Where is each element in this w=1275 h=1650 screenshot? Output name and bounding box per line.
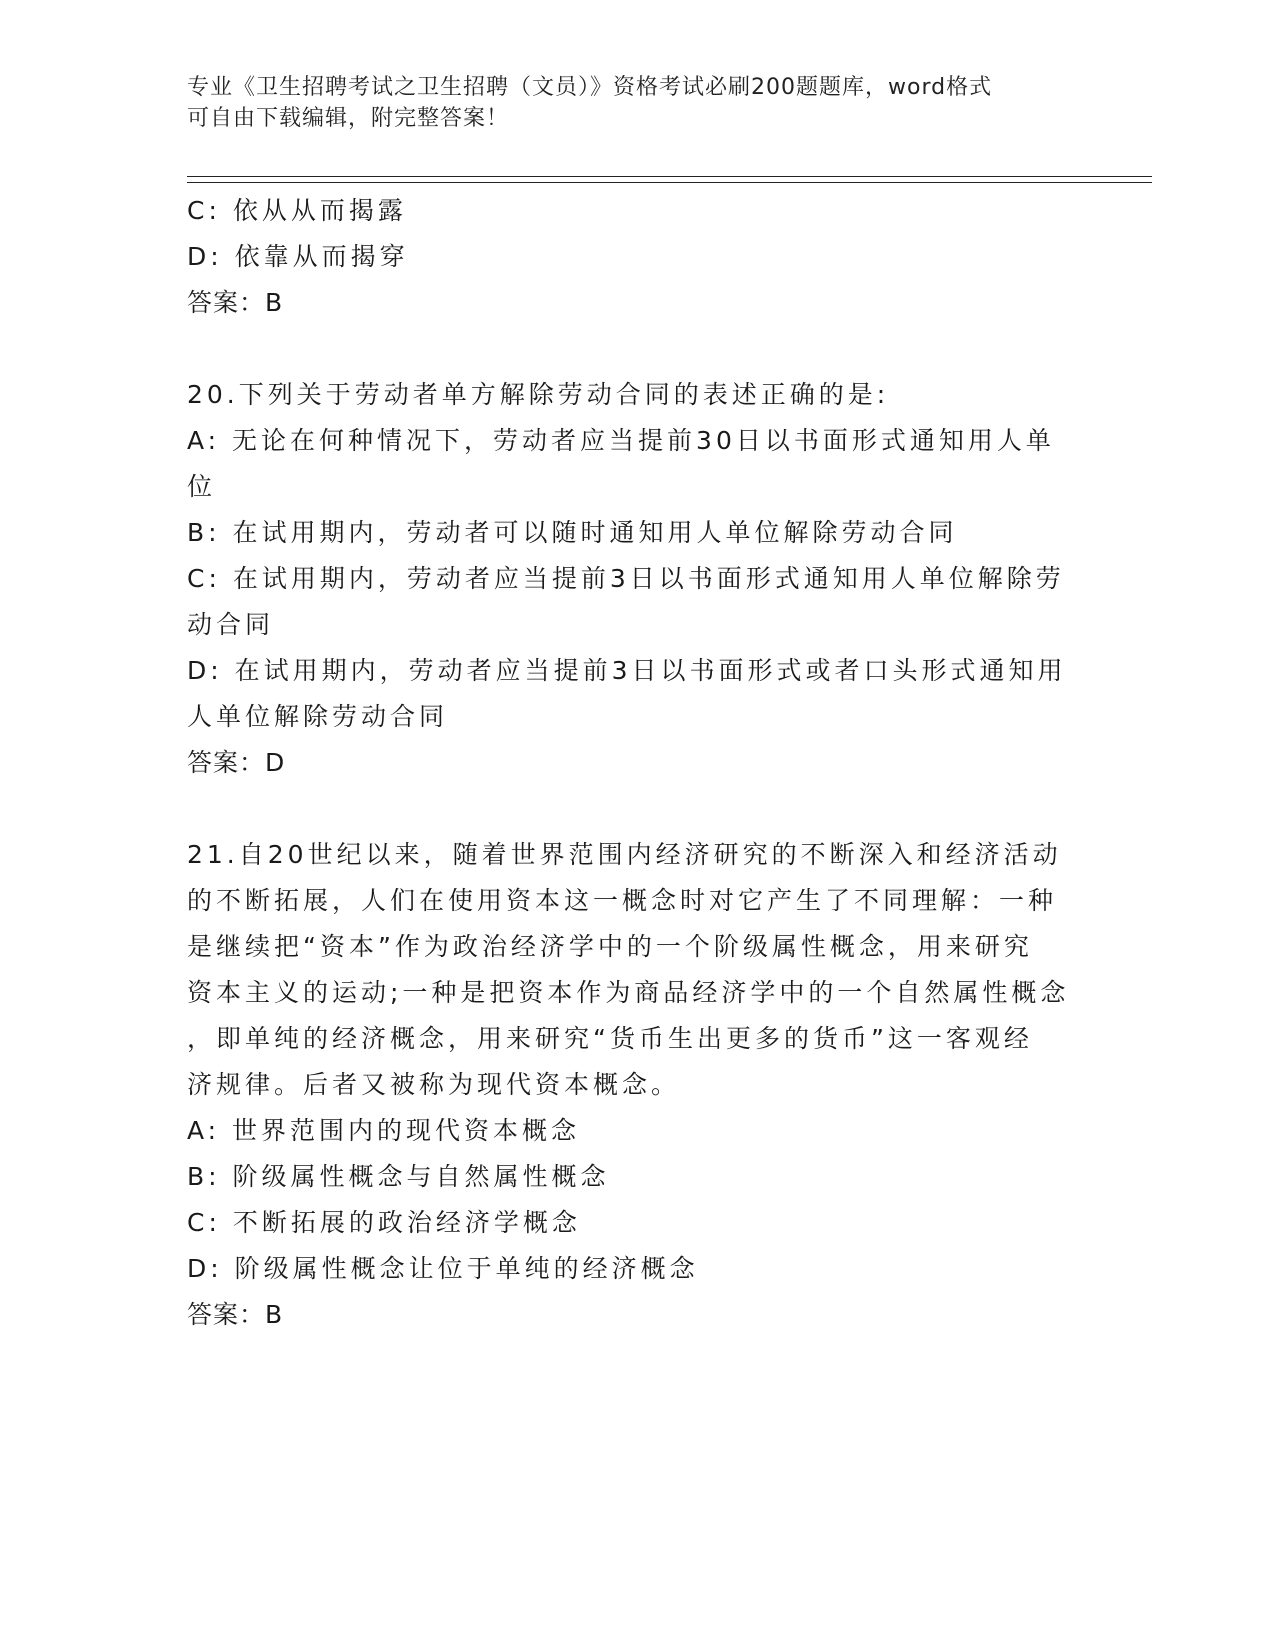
question-stem: 21.自20世纪以来，随着世界范围内经济研究的不断深入和经济活动 — [187, 840, 1062, 869]
question-stem-continued: 是继续把“资本”作为政治经济学中的一个阶级属性概念，用来研究 — [187, 932, 1033, 961]
answer: 答案：B — [187, 1300, 284, 1329]
answer: 答案：B — [187, 288, 284, 317]
option-a: A: 世界范围内的现代资本概念 — [187, 1116, 581, 1145]
option-a-continued: 位 — [187, 472, 217, 501]
option-b: B: 阶级属性概念与自然属性概念 — [187, 1162, 610, 1191]
header-divider — [187, 176, 1152, 183]
question-stem-continued: 资本主义的运动;一种是把资本作为商品经济学中的一个自然属性概念 — [187, 978, 1070, 1007]
option-c-continued: 动合同 — [187, 610, 275, 639]
option-d-continued: 人单位解除劳动合同 — [187, 702, 449, 731]
spacer — [187, 786, 1087, 832]
document-body — [187, 188, 1087, 1338]
question-19-tail — [187, 188, 1087, 326]
option-c: C: 不断拓展的政治经济学概念 — [187, 1208, 581, 1237]
answer: 答案：D — [187, 748, 286, 777]
question-stem-continued: 济规律。后者又被称为现代资本概念。 — [187, 1070, 681, 1099]
option-c: C: 依从从而揭露 — [187, 196, 407, 225]
page-header — [187, 72, 1067, 134]
question-stem: 20.下列关于劳动者单方解除劳动合同的表述正确的是: — [187, 380, 890, 409]
option-a: A: 无论在何种情况下，劳动者应当提前30日以书面形式通知用人单 — [187, 426, 1055, 455]
question-stem-continued: ，即单纯的经济概念，用来研究“货币生出更多的货币”这一客观经 — [187, 1024, 1033, 1053]
option-b: B: 在试用期内，劳动者可以随时通知用人单位解除劳动合同 — [187, 518, 958, 547]
question-20 — [187, 372, 1087, 786]
header-line-1: 专业《卫生招聘考试之卫生招聘（文员）》资格考试必刷200题题库，word格式 — [187, 75, 993, 100]
spacer — [187, 326, 1087, 372]
option-d: D: 阶级属性概念让位于单纯的经济概念 — [187, 1254, 699, 1283]
option-d: D: 依靠从而揭穿 — [187, 242, 409, 271]
header-line-2: 可自由下载编辑，附完整答案！ — [187, 106, 510, 131]
option-d: D: 在试用期内，劳动者应当提前3日以书面形式或者口头形式通知用 — [187, 656, 1067, 685]
option-c: C: 在试用期内，劳动者应当提前3日以书面形式通知用人单位解除劳 — [187, 564, 1065, 593]
question-stem-continued: 的不断拓展，人们在使用资本这一概念时对它产生了不同理解：一种 — [187, 886, 1058, 915]
question-21 — [187, 832, 1087, 1338]
